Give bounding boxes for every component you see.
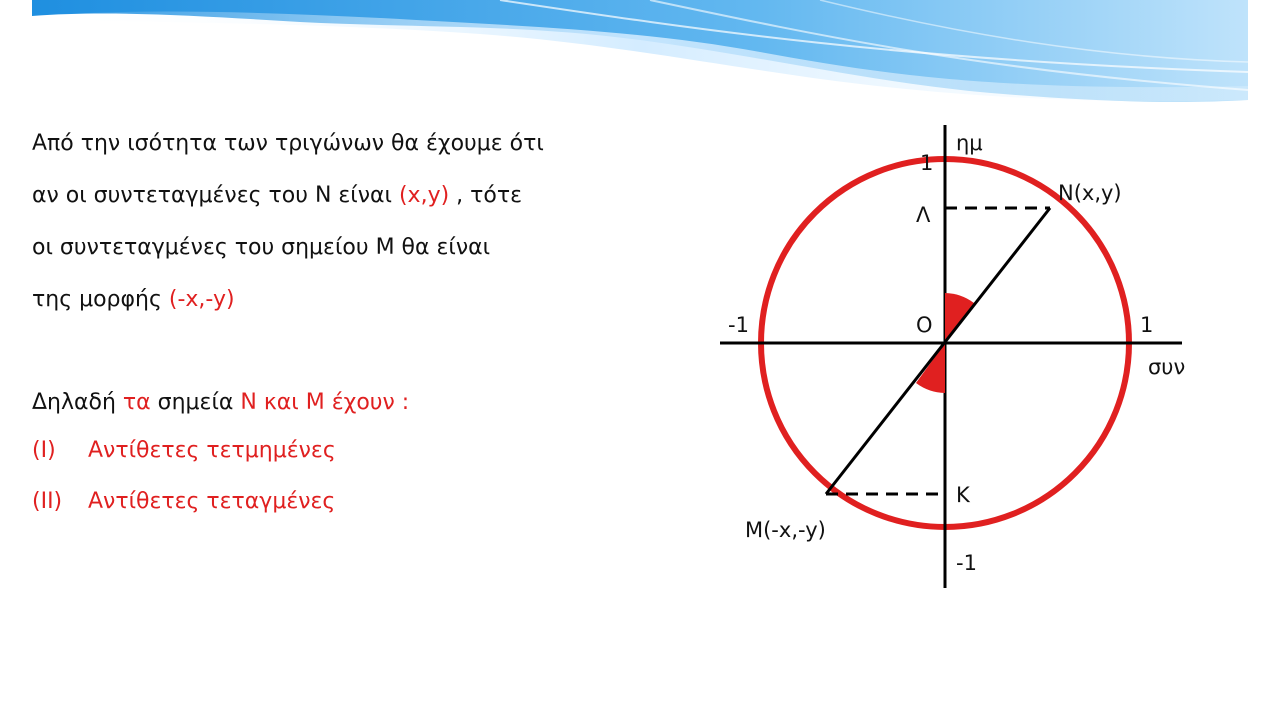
decorative-wave-banner — [0, 0, 1280, 110]
text-line-5-highlight-2: Ν και Μ έχουν : — [240, 390, 410, 415]
y-axis-label: ημ — [956, 131, 983, 155]
text-line-5 — [32, 388, 409, 418]
text-line-2-prefix: αν οι συντεταγμένες του Ν είναι — [32, 183, 399, 208]
text-line-2 — [32, 181, 522, 211]
list-item-2-text: Αντίθετες τεταγμένες — [88, 489, 336, 514]
text-line-5-highlight-1: τα — [122, 390, 151, 415]
point-N-label: Ν(x,y) — [1058, 181, 1122, 205]
unit-circle-diagram — [700, 110, 1220, 600]
text-line-1 — [32, 129, 544, 159]
tick-y-bottom: -1 — [956, 551, 977, 575]
list-item-1-text: Αντίθετες τετμημένες — [88, 438, 336, 463]
text-line-4 — [32, 285, 235, 315]
point-K-label: Κ — [956, 483, 970, 507]
tick-x-right: 1 — [1140, 313, 1154, 337]
text-line-2-suffix: , τότε — [449, 183, 522, 208]
point-M-label: Μ(-x,-y) — [745, 518, 826, 542]
coordinates-N-highlight: (x,y) — [398, 183, 450, 208]
text-line-3-content: οι συντεταγμένες του σημείου Μ θα είναι — [32, 235, 491, 260]
angle-marker-M — [916, 343, 945, 393]
text-line-5-middle: σημεία — [150, 390, 241, 415]
text-line-3 — [32, 233, 490, 263]
text-line-1-content: Από την ισότητα των τριγώνων θα έχουμε ότι — [32, 131, 544, 156]
coordinates-M-highlight: (-x,-y) — [168, 287, 235, 312]
origin-label: Ο — [916, 313, 933, 337]
text-line-4-prefix: της μορφής — [32, 287, 169, 312]
list-item-1 — [32, 436, 336, 466]
list-item-2 — [32, 487, 335, 517]
tick-x-left: -1 — [728, 313, 749, 337]
tick-y-top: 1 — [920, 151, 934, 175]
text-line-5-prefix: Δηλαδή — [32, 390, 123, 415]
list-item-1-number: (I) — [32, 438, 56, 463]
point-L-label: Λ — [916, 203, 931, 227]
x-axis-label: συν — [1148, 355, 1186, 379]
list-item-2-number: (II) — [32, 489, 63, 514]
segment-MN — [826, 208, 1050, 494]
